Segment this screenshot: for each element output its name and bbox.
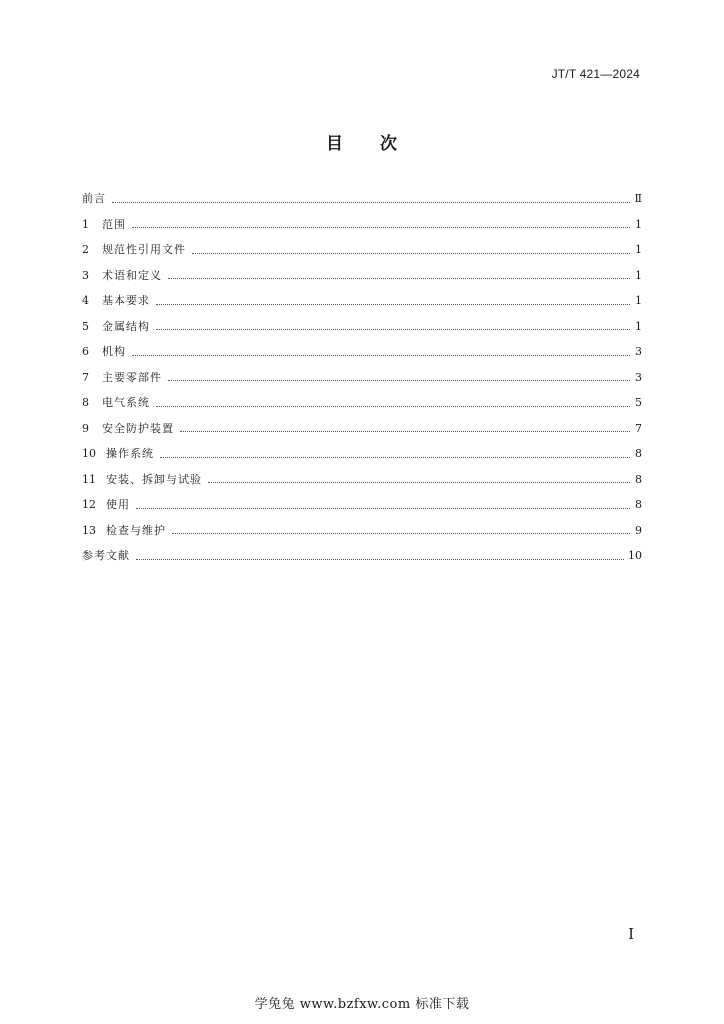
toc-entry-page: Ⅱ [634,192,642,205]
toc-entry-page: 3 [635,370,642,384]
toc-entry-label: 参考文献 [82,549,130,562]
toc-entry-label: 使用 [106,498,130,511]
toc-entry-number: 2 [82,243,89,256]
toc-entry-number: 4 [82,294,89,307]
standard-number: JT/T 421—2024 [551,67,640,81]
toc-entry-7[interactable] [82,365,642,391]
toc-leader-dots [172,532,630,534]
toc-entry-number: 7 [82,370,89,384]
toc-entry-11[interactable] [82,467,642,493]
toc-entry-number: 1 [82,217,89,231]
toc-entry-foreword[interactable] [82,186,642,212]
toc-entry-page: 8 [635,447,642,460]
toc-entry-label: 操作系统 [106,447,154,460]
toc-entry-13[interactable] [82,518,642,544]
toc-leader-dots [112,201,630,203]
toc-leader-dots [156,405,630,407]
toc-entry-5[interactable] [82,314,642,340]
toc-entry-page: 1 [635,217,642,231]
toc-leader-dots [156,303,630,305]
toc-leader-dots [160,456,630,458]
toc-entry-number: 3 [82,268,89,282]
toc-entry-page: 10 [628,549,642,562]
page-number: Ⅰ [628,925,634,943]
toc-entry-8[interactable] [82,390,642,416]
toc-entry-10[interactable] [82,441,642,467]
toc-entry-label: 安装、拆卸与试验 [106,472,202,486]
toc-entry-page: 5 [635,396,642,409]
toc-entry-page: 3 [635,345,642,358]
toc-entry-label: 规范性引用文件 [102,243,186,256]
toc-leader-dots [168,277,630,279]
toc-entry-number: 8 [82,396,89,409]
toc-entry-label: 安全防护装置 [102,421,174,435]
toc-leader-dots [192,252,630,254]
toc-entry-label: 检查与维护 [106,523,166,537]
toc-leader-dots [132,354,630,356]
toc-entry-page: 9 [635,523,642,537]
toc-leader-dots [132,226,630,228]
toc-entry-label: 主要零部件 [102,370,162,384]
toc-entry-6[interactable] [82,339,642,365]
toc-entry-number: 5 [82,319,89,333]
toc-entry-page: 7 [635,421,642,435]
toc-entry-page: 1 [635,268,642,282]
title-char-1: 目 [326,134,344,154]
toc-entry-label: 基本要求 [102,294,150,307]
toc-entry-page: 1 [635,319,642,333]
toc-entry-12[interactable] [82,492,642,518]
toc-leader-dots [208,481,630,483]
toc-entry-page: 8 [635,472,642,486]
toc-entry-label: 电气系统 [102,396,150,409]
toc-entry-label: 术语和定义 [102,268,162,282]
toc-entry-number: 9 [82,421,89,435]
page-title [0,129,724,154]
toc-entry-number: 13 [82,523,96,537]
toc-leader-dots [180,430,630,432]
toc-entry-bibliography[interactable] [82,543,642,569]
toc-entry-label: 范围 [102,217,126,231]
toc-entry-9[interactable] [82,416,642,442]
toc-leader-dots [168,379,630,381]
toc-leader-dots [136,558,624,560]
toc-entry-number: 11 [82,472,96,486]
toc-entry-label: 金属结构 [102,319,150,333]
toc-entry-label: 机构 [102,345,126,358]
table-of-contents [82,186,642,569]
toc-entry-number: 10 [82,447,96,460]
toc-entry-page: 1 [635,243,642,256]
toc-entry-number: 6 [82,345,89,358]
toc-entry-page: 8 [635,498,642,511]
toc-entry-label: 前言 [82,192,106,205]
title-char-2: 次 [380,134,398,154]
watermark-footer: 学兔兔 www.bzfxw.com 标准下载 [254,997,470,1012]
toc-entry-page: 1 [635,294,642,307]
toc-leader-dots [156,328,630,330]
toc-entry-2[interactable] [82,237,642,263]
toc-entry-4[interactable] [82,288,642,314]
toc-entry-1[interactable] [82,212,642,238]
toc-entry-3[interactable] [82,263,642,289]
toc-leader-dots [136,507,630,509]
toc-entry-number: 12 [82,498,96,511]
